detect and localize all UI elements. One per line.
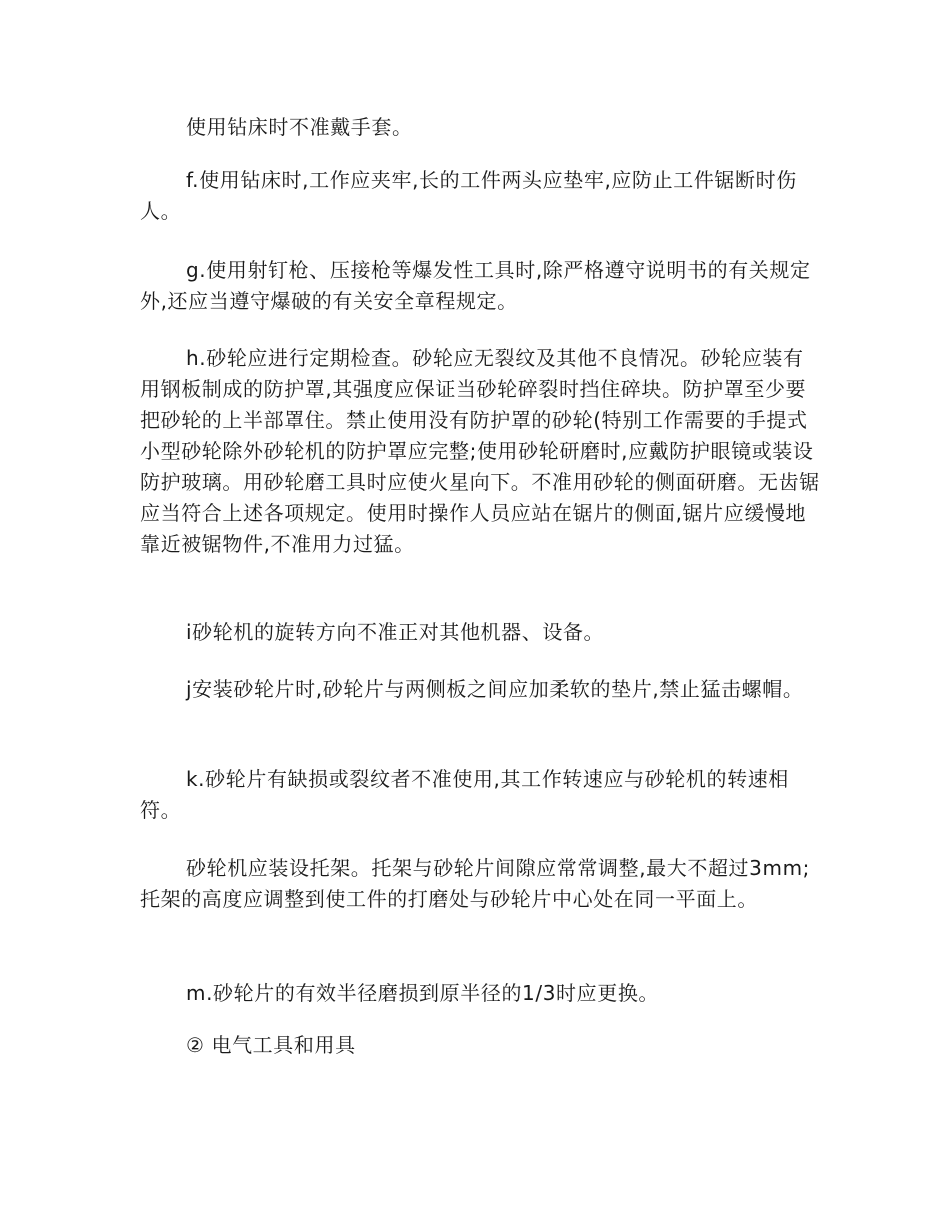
- paragraph-grinder-rest: 砂轮机应装设托架。托架与砂轮片间隙应常常调整,最大不超过3mm;托架的高度应调整到使工件的打磨处与砂轮片中心处在同一平面上。: [140, 856, 810, 911]
- section-heading-electrical-tools: ② 电气工具和用具: [186, 1033, 356, 1057]
- paragraph-k: k.砂轮片有缺损或裂纹者不准使用,其工作转速应与砂轮机的转速相符。: [140, 767, 789, 822]
- paragraph-drill-gloves: 使用钻床时不准戴手套。: [186, 115, 413, 139]
- paragraph-h: h.砂轮应进行定期检查。砂轮应无裂纹及其他不良情况。砂轮应装有用钢板制成的防护罩,其强度应保证当砂轮碎裂时挡住碎块。防护罩至少要把砂轮的上半部罩住。禁止使用没有防护罩的砂轮(特别工作需要的手提式小型砂轮除外砂轮机的防护罩应完整;使用砂轮研磨时,应戴防护眼镜或装设防护玻璃。用砂轮磨工具时应使火星向下。不准用砂轮的侧面研磨。无齿锯应当符合上述各项规定。使用时操作人员应站在锯片的侧面,锯片应缓慢地靠近被锯物件,不准用力过猛。: [140, 346, 820, 556]
- paragraph-g: g.使用射钉枪、压接枪等爆发性工具时,除严格遵守说明书的有关规定外,还应当遵守爆破的有关安全章程规定。: [140, 258, 811, 313]
- paragraph-m: m.砂轮片的有效半径磨损到原半径的1/3时应更换。: [186, 981, 660, 1005]
- paragraph-i: i砂轮机的旋转方向不准正对其他机器、设备。: [186, 620, 605, 644]
- paragraph-j: j安装砂轮片时,砂轮片与两侧板之间应加柔软的垫片,禁止猛击螺帽。: [186, 677, 804, 701]
- paragraph-f: f.使用钻床时,工作应夹牢,长的工件两头应垫牢,应防止工件锯断时伤人。: [140, 168, 797, 223]
